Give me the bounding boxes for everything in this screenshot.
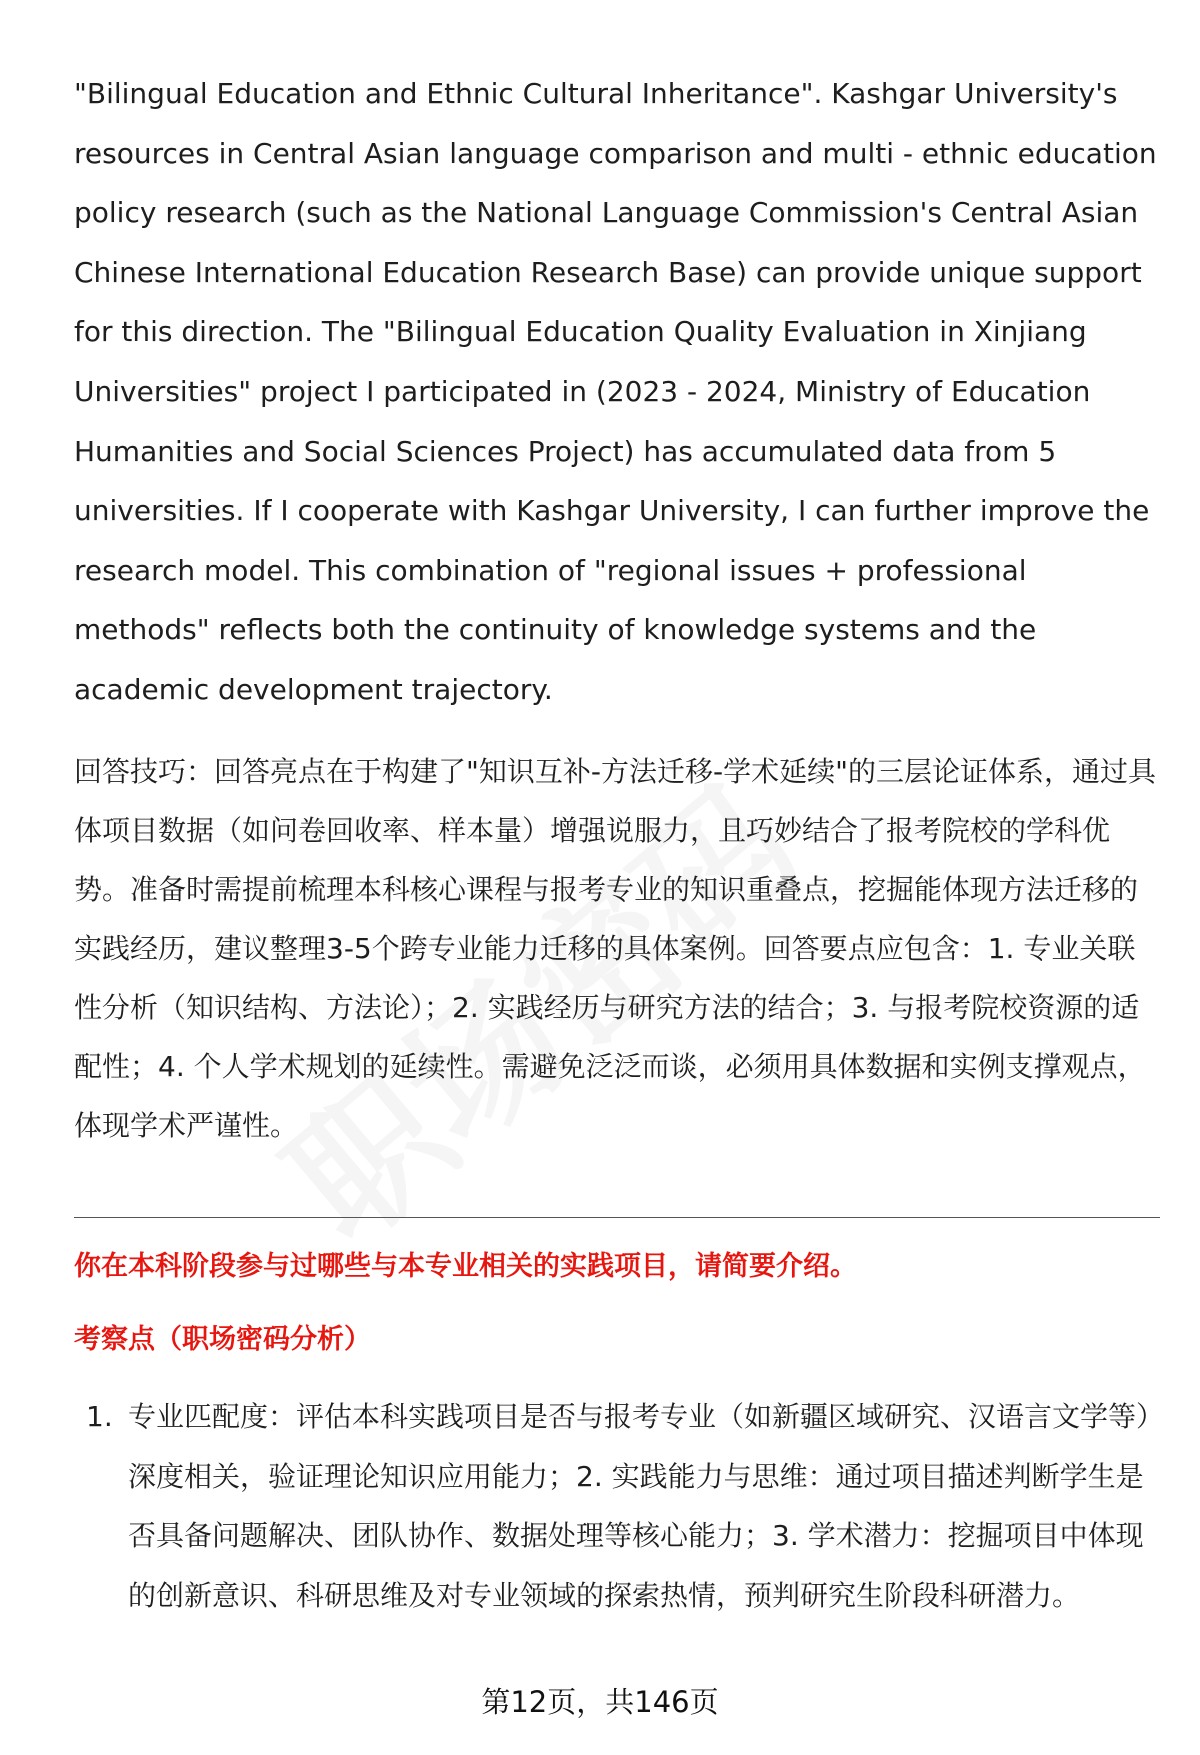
list-item-text: 专业匹配度：评估本科实践项目是否与报考专业（如新疆区域研究、汉语言文学等）深度相关，验证理论知识应用能力；2. 实践能力与思维：通过项目描述判断学生是否具备问题解决、团队协作、数据处理等核心能力；3. 学术潜力：挖掘项目中体现的创新意识、科研思维及对专业领域的探索热情，预判研究生阶段科研潜力。 [128, 1400, 1151, 1612]
analysis-list [74, 1387, 1160, 1625]
section-heading: 考察点（职场密码分析） [74, 1324, 371, 1355]
section-divider [74, 1217, 1160, 1218]
list-item-number: 1. [86, 1400, 113, 1433]
document-body [74, 64, 1160, 1155]
page-number: 第12页，共146页 [481, 1685, 719, 1719]
list-item [74, 1387, 1160, 1625]
english-paragraph: "Bilingual Education and Ethnic Cultural Inheritance". Kashgar University's resources in Central Asian language comparison and multi - ethnic education policy research (such as the National Language Commission's Central Asian Chinese International Education Research Base) can provide unique support for this direction. The "Bilingual Education Quality Evaluation in Xinjiang Universities" project I participated in (2023 - 2024, Ministry of Education Humanities and Social Sciences Project) has accumulated data from 5 universities. If I cooperate with Kashgar University, I can further improve the research model. This combination of "regional issues + professional methods" reflects both the continuity of knowledge systems and the academic development trajectory. [74, 77, 1157, 706]
question-title: 你在本科阶段参与过哪些与本专业相关的实践项目，请简要介绍。 [74, 1251, 857, 1282]
answer-tip-paragraph: 回答技巧：回答亮点在于构建了"知识互补-方法迁移-学术延续"的三层论证体系，通过具体项目数据（如问卷回收率、样本量）增强说服力，且巧妙结合了报考院校的学科优势。准备时需提前梳理本科核心课程与报考专业的知识重叠点，挖掘能体现方法迁移的实践经历，建议整理3-5个跨专业能力迁移的具体案例。回答要点应包含：1. 专业关联性分析（知识结构、方法论）；2. 实践经历与研究方法的结合；3. 与报考院校资源的适配性；4. 个人学术规划的延续性。需避免泛泛而谈，必须用具体数据和实例支撑观点，体现学术严谨性。 [74, 754, 1156, 1142]
